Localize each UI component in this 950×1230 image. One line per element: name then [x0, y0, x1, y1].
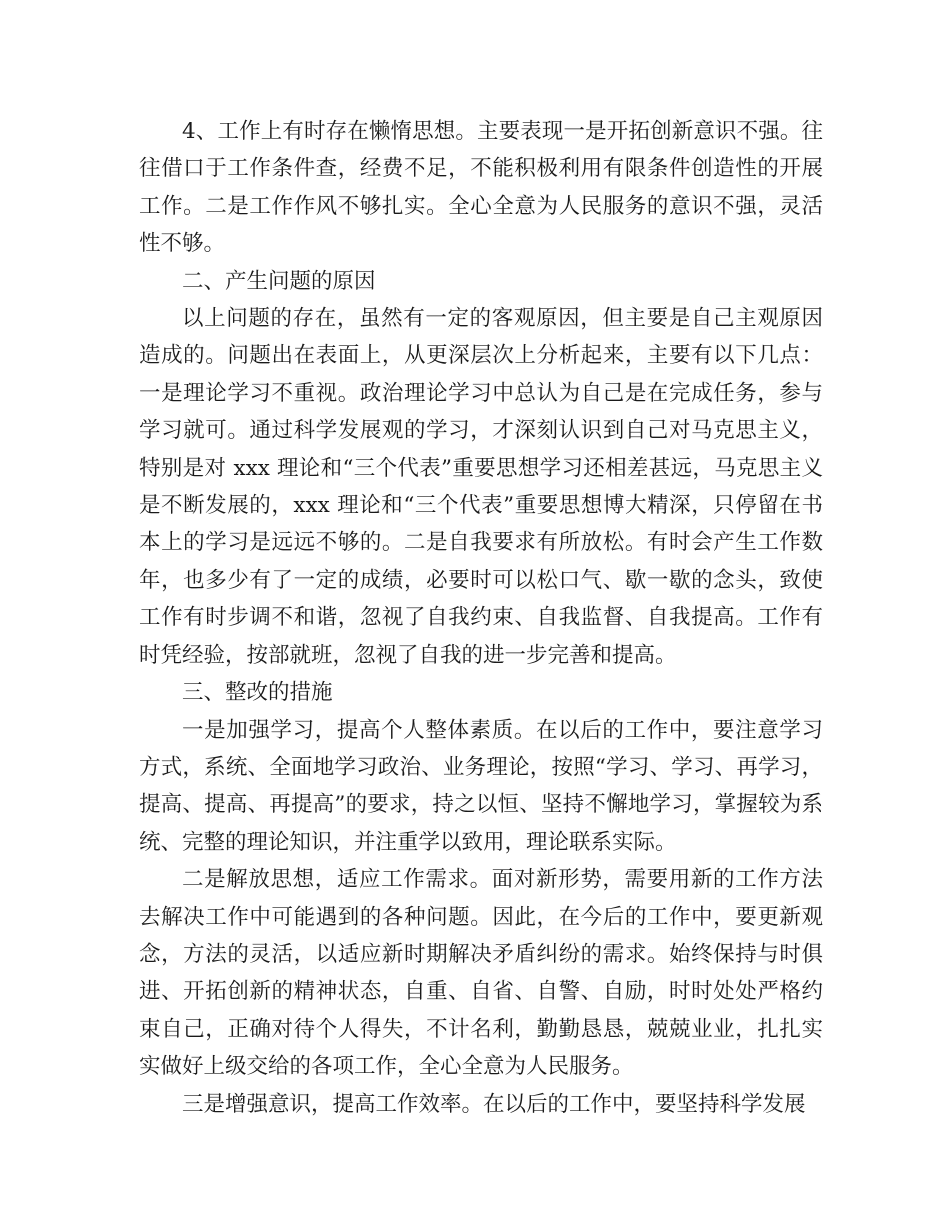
- paragraph-measure-study: 一是加强学习，提高个人整体素质。在以后的工作中，要注意学习方式，系统、全面地学习政治、业务理论，按照“学习、学习、再学习，提高、提高、再提高”的要求，持之以恒、坚持不懈地学习，掌握较为系统、完整的理论知识，并注重学以致用，理论联系实际。: [139, 717, 823, 855]
- paragraph-measure-liberate: 二是解放思想，适应工作需求。面对新形势，需要用新的工作方法去解决工作中可能遇到的各种问题。因此，在今后的工作中，要更新观念，方法的灵活，以适应新时期解决矛盾纠纷的需求。始终保持与时俱进、开拓创新的精神状态，自重、自省、自警、自励，时时处处严格约束自己，正确对待个人得失，不计名利，勤勤恳恳，兢兢业业，扎扎实实做好上级交给的各项工作，全心全意为人民服务。: [139, 867, 823, 1080]
- paragraph-laziness: 4、工作上有时存在懒惰思想。主要表现一是开拓创新意识不强。往往借口于工作条件查，经费不足，不能积极利用有限条件创造性的开展工作。二是工作作风不够扎实。全心全意为人民服务的意识不强，灵活性不够。: [139, 119, 823, 257]
- document-body: [139, 113, 823, 1123]
- section-heading-measures: 三、整改的措施: [182, 680, 333, 706]
- section-heading-causes: 二、产生问题的原因: [182, 268, 376, 294]
- paragraph-causes: 以上问题的存在，虽然有一定的客观原因，但主要是自己主观原因造成的。问题出在表面上，从更深层次上分析起来，主要有以下几点：一是理论学习不重视。政治理论学习中总认为自己是在完成任务，参与学习就可。通过科学发展观的学习，才深刻认识到自己对马克思主义，特别是对 xxx 理论和“三个代表”重要思想学习还相差甚远，马克思主义是不断发展的，xxx 理论和“三个代表”重要思想博大精深，只停留在书本上的学习是远远不够的。二是自我要求有所放松。有时会产生工作数年，也多少有了一定的成绩，必要时可以松口气、歇一歇的念头，致使工作有时步调不和谐，忽视了自我约束、自我监督、自我提高。工作有时凭经验，按部就班，忽视了自我的进一步完善和提高。: [139, 306, 823, 668]
- paragraph-measure-efficiency: 三是增强意识，提高工作效率。在以后的工作中，要坚持科学发展: [182, 1091, 806, 1117]
